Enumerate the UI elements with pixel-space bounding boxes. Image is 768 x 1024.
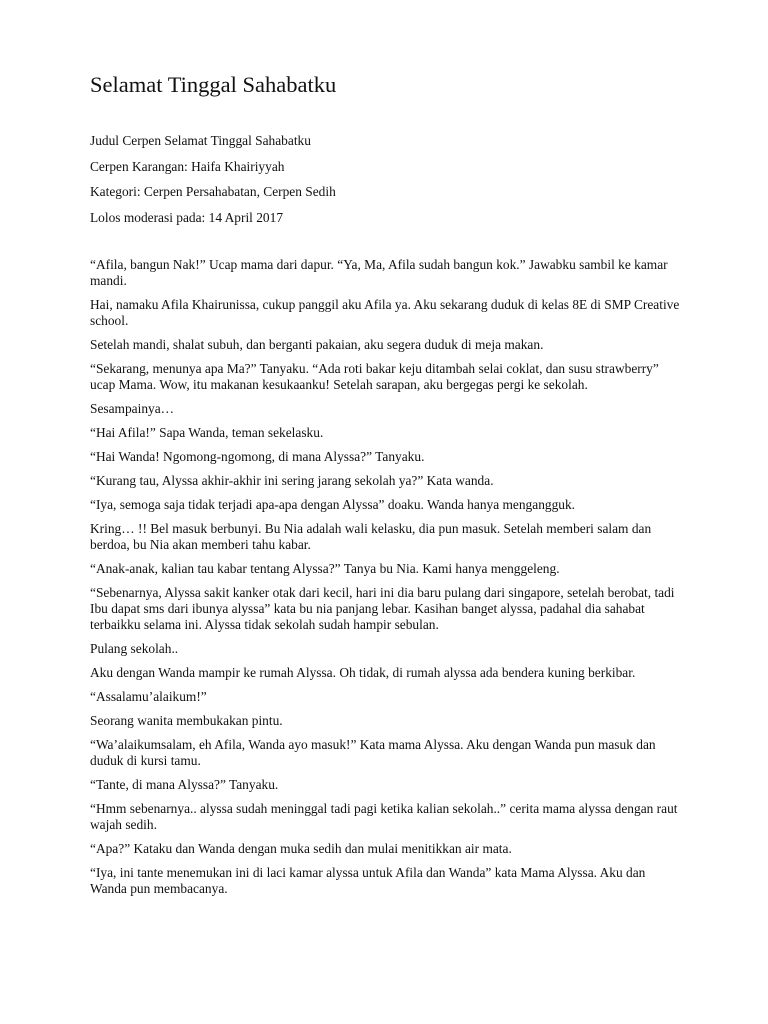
story-paragraph: “Sekarang, menunya apa Ma?” Tanyaku. “Ada roti bakar keju ditambah selai coklat, dan susu strawberry” ucap Mama. Wow, itu makanan kesukaanku! Setelah sarapan, aku bergegas pergi ke sekolah. xyxy=(90,361,659,392)
story-paragraph: Pulang sekolah.. xyxy=(90,641,179,656)
story-paragraph: Setelah mandi, shalat subuh, dan berganti pakaian, aku segera duduk di meja makan. xyxy=(90,337,544,352)
meta-judul: Judul Cerpen Selamat Tinggal Sahabatku xyxy=(90,133,311,148)
story-paragraph: “Sebenarnya, Alyssa sakit kanker otak dari kecil, hari ini dia baru pulang dari singapore, setelah berobat, tadi Ibu dapat sms dari ibunya alyssa” kata bu nia panjang lebar. Kasihan banget alyssa, padahal dia sahabat terbaikku selama ini. Alyssa tidak sekolah sudah hampir sebulan. xyxy=(90,585,675,632)
story-paragraph: Sesampainya… xyxy=(90,401,175,416)
story-paragraph: “Apa?” Kataku dan Wanda dengan muka sedih dan mulai menitikkan air mata. xyxy=(90,841,512,856)
story-paragraph: Kring… !! Bel masuk berbunyi. Bu Nia adalah wali kelasku, dia pun masuk. Setelah memberi salam dan berdoa, bu Nia akan memberi tahu kabar. xyxy=(90,521,652,552)
story-paragraph: “Wa’alaikumsalam, eh Afila, Wanda ayo masuk!” Kata mama Alyssa. Aku dengan Wanda pun masuk dan duduk di kursi tamu. xyxy=(90,737,656,768)
story-paragraph: Seorang wanita membukakan pintu. xyxy=(90,713,283,728)
story-paragraph: “Assalamu’alaikum!” xyxy=(90,689,207,704)
story-paragraph: Hai, namaku Afila Khairunissa, cukup panggil aku Afila ya. Aku sekarang duduk di kelas 8E di SMP Creative school. xyxy=(90,297,680,328)
story-paragraph: “Hmm sebenarnya.. alyssa sudah meninggal tadi pagi ketika kalian sekolah..” cerita mama alyssa dengan raut wajah sedih. xyxy=(90,801,678,832)
story-paragraph: “Hai Wanda! Ngomong-ngomong, di mana Alyssa?” Tanyaku. xyxy=(90,449,425,464)
story-paragraph: “Iya, ini tante menemukan ini di laci kamar alyssa untuk Afila dan Wanda” kata Mama Alyssa. Aku dan Wanda pun membacanya. xyxy=(90,865,646,896)
story-paragraph: “Afila, bangun Nak!” Ucap mama dari dapur. “Ya, Ma, Afila sudah bangun kok.” Jawabku sambil ke kamar mandi. xyxy=(90,257,668,288)
story-body xyxy=(90,257,682,905)
story-metadata xyxy=(90,132,336,234)
story-paragraph: Aku dengan Wanda mampir ke rumah Alyssa. Oh tidak, di rumah alyssa ada bendera kuning berkibar. xyxy=(90,665,636,680)
story-paragraph: “Kurang tau, Alyssa akhir-akhir ini sering jarang sekolah ya?” Kata wanda. xyxy=(90,473,494,488)
meta-category: Kategori: Cerpen Persahabatan, Cerpen Sedih xyxy=(90,184,336,199)
story-paragraph: “Anak-anak, kalian tau kabar tentang Alyssa?” Tanya bu Nia. Kami hanya menggeleng. xyxy=(90,561,560,576)
meta-author: Cerpen Karangan: Haifa Khairiyyah xyxy=(90,158,285,174)
meta-moderation-date: Lolos moderasi pada: 14 April 2017 xyxy=(90,209,284,225)
story-paragraph: “Hai Afila!” Sapa Wanda, teman sekelasku. xyxy=(90,425,324,440)
story-paragraph: “Tante, di mana Alyssa?” Tanyaku. xyxy=(90,777,279,792)
story-paragraph: “Iya, semoga saja tidak terjadi apa-apa dengan Alyssa” doaku. Wanda hanya mengangguk. xyxy=(90,497,576,512)
document-title: Selamat Tinggal Sahabatku xyxy=(90,72,337,97)
